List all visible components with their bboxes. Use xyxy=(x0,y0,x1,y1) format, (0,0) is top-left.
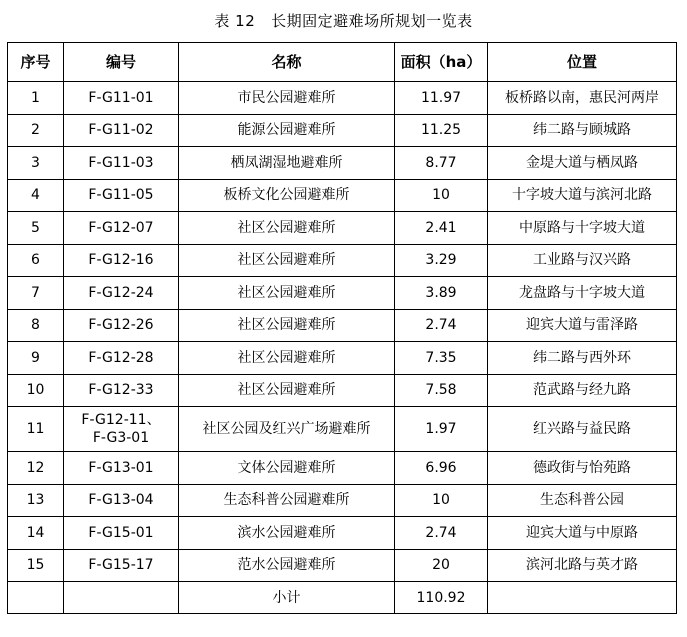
row-index: 15 xyxy=(8,549,64,582)
row-code-line: F-G15-17 xyxy=(88,557,154,574)
row-code-line: F-G3-01 xyxy=(92,430,150,446)
row-area: 6.96 xyxy=(395,452,488,485)
row-code-line: F-G12-33 xyxy=(88,382,154,399)
table-row xyxy=(8,114,677,147)
row-code-line: F-G13-04 xyxy=(88,492,154,509)
shelter-plan-table xyxy=(7,42,677,614)
row-code xyxy=(64,179,179,212)
table-row xyxy=(8,82,677,115)
row-location: 红兴路与益民路 xyxy=(488,407,677,452)
row-location: 十字坡大道与滨河北路 xyxy=(488,179,677,212)
row-name: 社区公园避难所 xyxy=(179,309,395,342)
row-name: 社区公园避难所 xyxy=(179,212,395,245)
row-code xyxy=(64,82,179,115)
row-area: 2.74 xyxy=(395,309,488,342)
row-code xyxy=(64,309,179,342)
table-row xyxy=(8,277,677,310)
header-location: 位置 xyxy=(488,43,677,82)
row-location: 范武路与经九路 xyxy=(488,374,677,407)
row-name: 社区公园及红兴广场避难所 xyxy=(179,407,395,452)
row-index: 2 xyxy=(8,114,64,147)
row-code-line: F-G11-02 xyxy=(88,122,154,139)
row-code-line: F-G12-28 xyxy=(88,349,154,366)
row-name: 栖凤湖湿地避难所 xyxy=(179,147,395,180)
row-code xyxy=(64,484,179,517)
table-row xyxy=(8,407,677,452)
table-caption xyxy=(0,10,687,32)
row-area: 20 xyxy=(395,549,488,582)
total-area: 110.92 xyxy=(395,582,488,614)
row-location: 金堤大道与栖凤路 xyxy=(488,147,677,180)
row-index: 7 xyxy=(8,277,64,310)
row-location: 板桥路以南，惠民河两岸 xyxy=(488,82,677,115)
table-row xyxy=(8,452,677,485)
table-row xyxy=(8,517,677,550)
row-code xyxy=(64,374,179,407)
total-row xyxy=(8,582,677,614)
row-index: 1 xyxy=(8,82,64,115)
table-body xyxy=(8,82,677,582)
row-index: 13 xyxy=(8,484,64,517)
row-code-line: F-G13-01 xyxy=(88,459,154,476)
row-code-line: F-G12-11、 xyxy=(81,412,161,428)
table-row xyxy=(8,549,677,582)
row-name: 社区公园避难所 xyxy=(179,374,395,407)
row-code-line: F-G12-16 xyxy=(88,252,154,269)
row-name: 生态科普公园避难所 xyxy=(179,484,395,517)
row-code xyxy=(64,517,179,550)
header-code: 编号 xyxy=(64,43,179,82)
row-location: 工业路与汉兴路 xyxy=(488,244,677,277)
row-area: 10 xyxy=(395,484,488,517)
row-area: 3.89 xyxy=(395,277,488,310)
row-name: 范水公园避难所 xyxy=(179,549,395,582)
table-row xyxy=(8,309,677,342)
total-label: 小计 xyxy=(179,582,395,614)
row-area: 10 xyxy=(395,179,488,212)
row-location: 滨河北路与英才路 xyxy=(488,549,677,582)
row-code-line: F-G12-24 xyxy=(88,284,154,301)
table-title: 长期固定避难场所规划一览表 xyxy=(271,12,473,30)
header-row xyxy=(8,43,677,82)
row-location: 龙盘路与十字坡大道 xyxy=(488,277,677,310)
row-location: 纬二路与西外环 xyxy=(488,342,677,375)
table-number: 表 12 xyxy=(214,12,256,30)
row-code-line: F-G11-03 xyxy=(88,154,154,171)
row-index: 12 xyxy=(8,452,64,485)
row-code xyxy=(64,244,179,277)
header-name: 名称 xyxy=(179,43,395,82)
row-name: 社区公园避难所 xyxy=(179,244,395,277)
row-location: 纬二路与顾城路 xyxy=(488,114,677,147)
row-area: 7.58 xyxy=(395,374,488,407)
row-code xyxy=(64,212,179,245)
row-location: 迎宾大道与中原路 xyxy=(488,517,677,550)
row-location: 迎宾大道与雷泽路 xyxy=(488,309,677,342)
row-code-line: F-G11-05 xyxy=(88,187,154,204)
row-name: 滨水公园避难所 xyxy=(179,517,395,550)
row-area: 2.74 xyxy=(395,517,488,550)
row-index: 14 xyxy=(8,517,64,550)
table-row xyxy=(8,179,677,212)
row-code-line: F-G12-07 xyxy=(88,219,154,236)
row-area: 2.41 xyxy=(395,212,488,245)
total-index-cell xyxy=(8,582,64,614)
row-name: 板桥文化公园避难所 xyxy=(179,179,395,212)
row-code xyxy=(64,277,179,310)
table-row xyxy=(8,484,677,517)
row-code xyxy=(64,114,179,147)
header-area: 面积（ha） xyxy=(395,43,488,82)
row-area: 7.35 xyxy=(395,342,488,375)
row-area: 11.97 xyxy=(395,82,488,115)
row-code xyxy=(64,407,179,452)
row-code xyxy=(64,549,179,582)
row-index: 3 xyxy=(8,147,64,180)
row-index: 8 xyxy=(8,309,64,342)
row-index: 10 xyxy=(8,374,64,407)
row-code-line: F-G15-01 xyxy=(88,524,154,541)
row-code-line: F-G12-26 xyxy=(88,317,154,334)
table-row xyxy=(8,342,677,375)
row-code xyxy=(64,342,179,375)
row-index: 9 xyxy=(8,342,64,375)
row-index: 4 xyxy=(8,179,64,212)
row-index: 11 xyxy=(8,407,64,452)
row-name: 文体公园避难所 xyxy=(179,452,395,485)
row-location: 中原路与十字坡大道 xyxy=(488,212,677,245)
table-row xyxy=(8,212,677,245)
row-code-line: F-G11-01 xyxy=(88,89,154,106)
row-area: 1.97 xyxy=(395,407,488,452)
row-location: 德政街与怡苑路 xyxy=(488,452,677,485)
row-name: 社区公园避难所 xyxy=(179,277,395,310)
row-area: 11.25 xyxy=(395,114,488,147)
header-index: 序号 xyxy=(8,43,64,82)
row-index: 6 xyxy=(8,244,64,277)
row-name: 市民公园避难所 xyxy=(179,82,395,115)
table-row xyxy=(8,374,677,407)
row-index: 5 xyxy=(8,212,64,245)
table-row xyxy=(8,244,677,277)
table-row xyxy=(8,147,677,180)
row-location: 生态科普公园 xyxy=(488,484,677,517)
row-name: 能源公园避难所 xyxy=(179,114,395,147)
row-code xyxy=(64,147,179,180)
row-area: 3.29 xyxy=(395,244,488,277)
total-code-cell xyxy=(64,582,179,614)
row-code xyxy=(64,452,179,485)
row-name: 社区公园避难所 xyxy=(179,342,395,375)
row-area: 8.77 xyxy=(395,147,488,180)
total-location-cell xyxy=(488,582,677,614)
